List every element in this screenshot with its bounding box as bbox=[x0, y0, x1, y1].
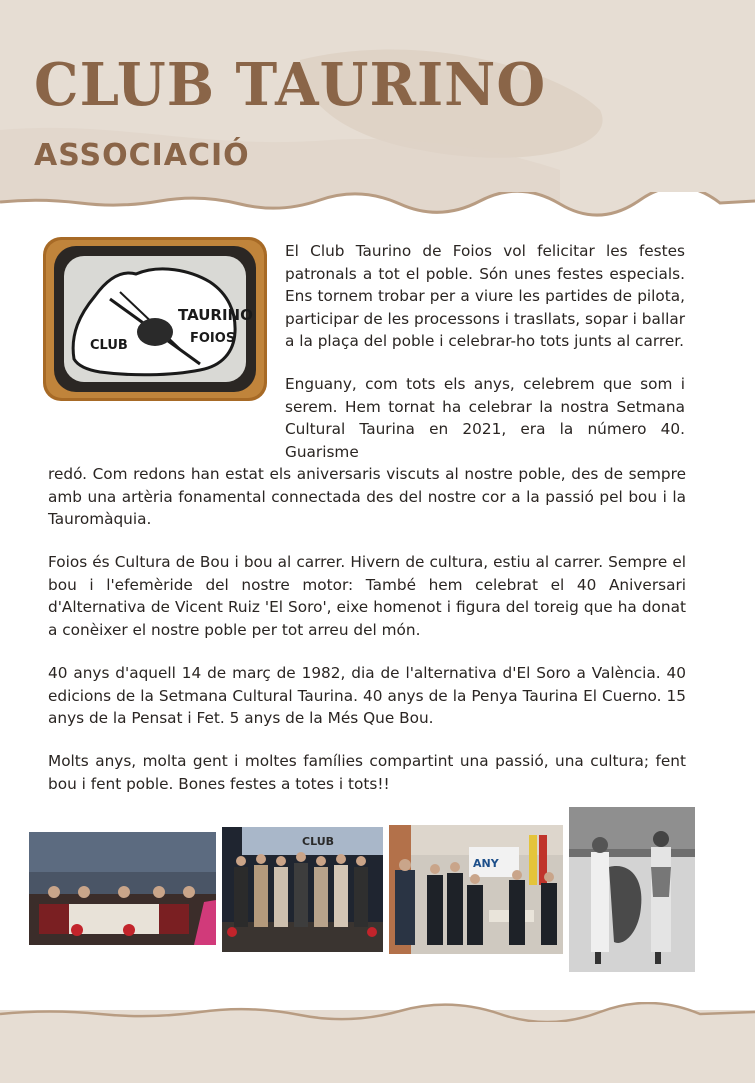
footer-torn-edge bbox=[0, 1002, 755, 1022]
page-header bbox=[0, 0, 755, 215]
photo-conference-table bbox=[29, 832, 216, 945]
torn-paper-edge bbox=[0, 192, 755, 218]
paragraph-5: Molts anys, molta gent i moltes famílies compartint una passió, una cultura; fent bou i fent poble. Bones festes a totes i tots!! bbox=[48, 752, 686, 793]
logo-text-taurino: TAURINO bbox=[178, 306, 253, 324]
photo-banner-any: ANY bbox=[473, 857, 499, 870]
page-footer bbox=[0, 1010, 755, 1083]
page-subtitle: ASSOCIACIÓ bbox=[34, 138, 250, 173]
photo-signing-event bbox=[389, 825, 563, 954]
page-title: CLUB TAURINO bbox=[34, 50, 547, 120]
paragraph-3: Foios és Cultura de Bou i bou al carrer. Hivern de cultura, estiu al carrer. Sempre el bou i l'efemèride del nostre motor: També hem celebrat el 40 Aniversari d'Alternativa de Vicent Ruiz 'El Soro', eixe homenot i figura del toreig que ha donat a conèixer el nostre poble per tot arreu del món. bbox=[48, 553, 686, 639]
paragraph-1: El Club Taurino de Foios vol felicitar les festes patronals a tot el poble. Són unes festes especials. Ens tornem trobar per a viure les partides de pilota, participar de les processons i trasllats, sopar i ballar a la plaça del poble i celebrar-ho tots junts al carrer. bbox=[285, 242, 685, 350]
photo-banner-club: CLUB bbox=[302, 835, 335, 848]
paragraph-2-continued: redó. Com redons han estat els aniversaris viscuts al nostre poble, des de sempre amb una artèria fonamental connectada des del nostre cor a la passió pel bou i la Tauromàquia. bbox=[48, 465, 686, 528]
logo-text-club: CLUB bbox=[90, 338, 128, 353]
club-logo-tv bbox=[40, 234, 270, 404]
logo-text-foios: FOIOS bbox=[190, 331, 236, 346]
paragraph-4: 40 anys d'aquell 14 de març de 1982, dia de l'alternativa d'El Soro a València. 40 edicions de la Setmana Cultural Taurina. 40 anys de la Penya Taurina El Cuerno. 15 anys de la Pensat i Fet. 5 anys de la Més Que Bou. bbox=[48, 664, 686, 727]
photo-bullfighter-archive bbox=[569, 807, 695, 972]
photo-award-ceremony bbox=[222, 827, 383, 952]
paragraph-2-start: Enguany, com tots els anys, celebrem que som i serem. Hem tornat ha celebrar la nostra Setmana Cultural Taurina en 2021, era la número 40. Guarisme bbox=[285, 375, 685, 461]
